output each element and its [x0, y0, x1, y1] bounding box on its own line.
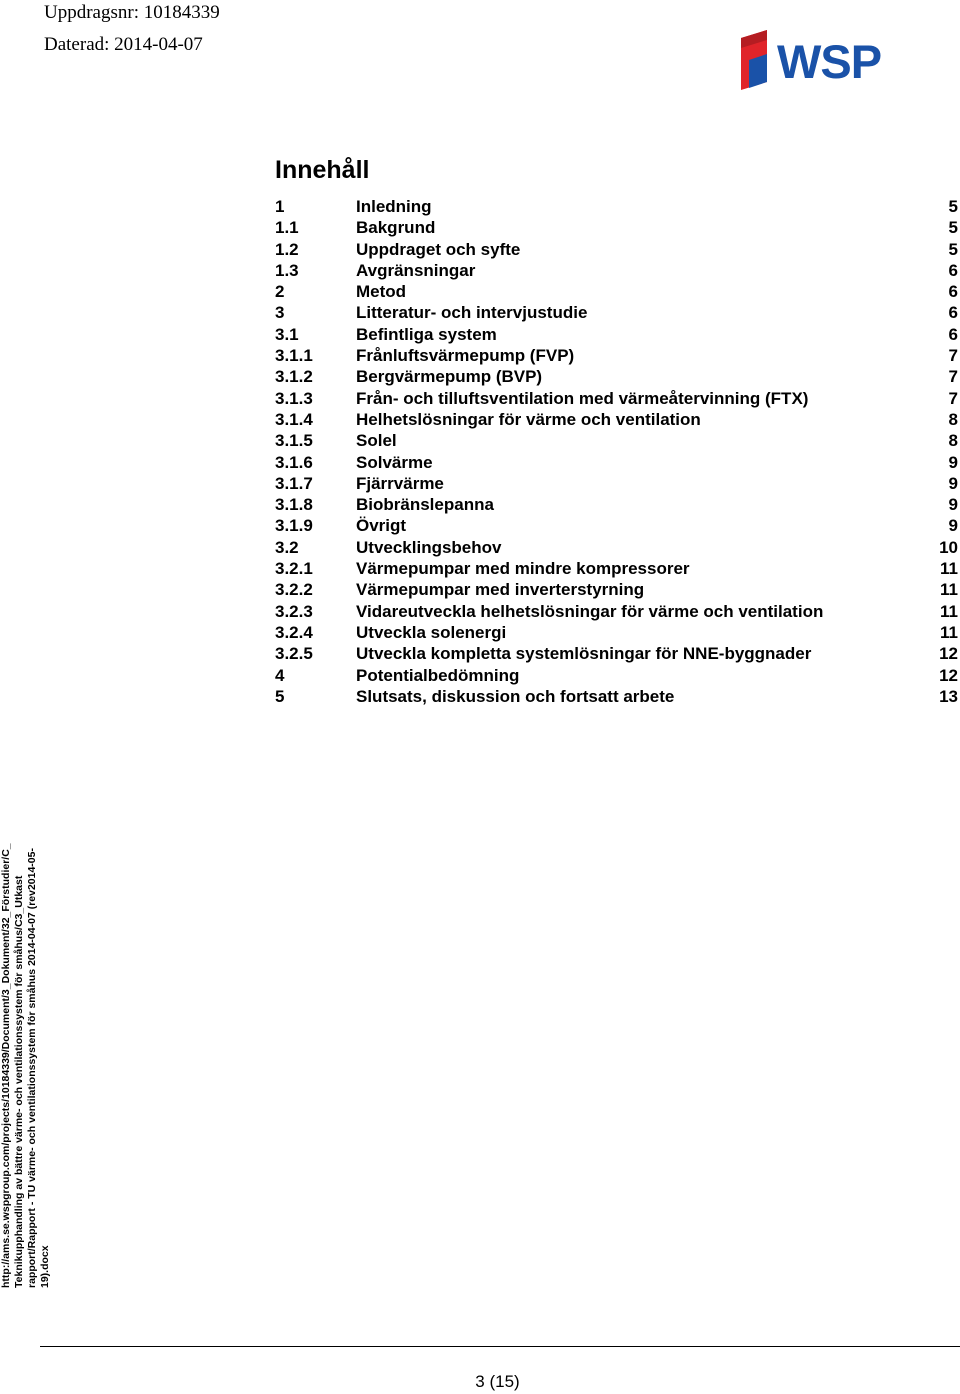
- toc-entry[interactable]: [275, 281, 958, 302]
- toc-entry-number: 3.2.2: [275, 580, 313, 600]
- toc-entry-title: Värmepumpar med mindre kompressorer: [356, 559, 690, 579]
- toc-entry-number: 3.1.2: [275, 367, 313, 387]
- toc-entry-page: 5: [948, 218, 958, 238]
- toc-entry-number: 3: [275, 303, 285, 323]
- toc-entry-number: 2: [275, 282, 285, 302]
- toc-entry[interactable]: [275, 324, 958, 345]
- file-path-line: Teknikupphandling av bättre värme- och ventilationssystem för småhus/C3_Utkast: [13, 875, 25, 1288]
- toc-entry[interactable]: [275, 430, 958, 451]
- toc-entry[interactable]: [275, 196, 958, 217]
- toc-entry-page: 8: [948, 431, 958, 451]
- toc-heading: Innehåll: [275, 156, 370, 184]
- toc-entry-title: Litteratur- och intervjustudie: [356, 303, 588, 323]
- toc-entry-page: 11: [940, 580, 958, 600]
- svg-text:WSP: WSP: [777, 35, 882, 88]
- toc-entry[interactable]: [275, 686, 958, 707]
- table-of-contents: [275, 196, 958, 707]
- toc-entry-title: Inledning: [356, 197, 432, 216]
- toc-entry-number: 1.3: [275, 260, 299, 280]
- toc-entry-title: Bergvärmepump (BVP): [356, 367, 543, 387]
- toc-entry-title: Helhetslösningar för värme och ventilation: [356, 409, 701, 429]
- toc-entry-number: 3.1.1: [275, 346, 313, 366]
- toc-entry-page: 6: [948, 303, 958, 323]
- toc-entry-title: Utveckla kompletta systemlösningar för NNE-byggnader: [356, 644, 812, 664]
- toc-entry-title: Avgränsningar: [356, 260, 476, 280]
- toc-entry-number: 3.1.9: [275, 516, 313, 536]
- toc-entry-title: Utvecklingsbehov: [356, 537, 502, 557]
- toc-entry-title: Solvärme: [356, 452, 433, 472]
- toc-entry-page: 10: [939, 537, 958, 557]
- toc-entry-title: Fjärrvärme: [356, 473, 444, 493]
- toc-entry-page: 9: [948, 452, 958, 472]
- toc-entry-page: 9: [948, 495, 958, 515]
- file-path-line: rapport/Rapport - TU värme- och ventilationssystem för småhus 2014-04-07 (rev2014-05-: [26, 848, 38, 1288]
- toc-entry[interactable]: [275, 665, 958, 686]
- toc-entry-title: Värmepumpar med inverterstyrning: [356, 580, 645, 600]
- toc-entry-title: Bakgrund: [356, 218, 436, 238]
- toc-entry-page: 9: [948, 473, 958, 493]
- toc-entry-number: 3.1.8: [275, 495, 313, 515]
- toc-entry-title: Metod: [356, 282, 407, 302]
- toc-entry[interactable]: [275, 302, 958, 323]
- toc-entry[interactable]: [275, 260, 958, 281]
- toc-entry-title: Utveckla solenergi: [356, 622, 507, 642]
- toc-entry-number: 3.2.4: [275, 622, 313, 642]
- toc-entry-number: 3.2.1: [275, 559, 313, 579]
- toc-entry-number: 3.1.5: [275, 431, 313, 451]
- toc-entry[interactable]: [275, 558, 958, 579]
- toc-entry-number: 3.1.7: [275, 473, 313, 493]
- toc-entry-page: 6: [948, 282, 958, 302]
- toc-entry-page: 12: [939, 665, 958, 685]
- toc-entry[interactable]: [275, 388, 958, 409]
- toc-entry[interactable]: [275, 622, 958, 643]
- date-line: Daterad: 2014-04-07: [44, 34, 203, 55]
- file-path-line: http://ams.se.wspgroup.com/projects/10184339/Document/3_Dokument/32_Förstudier/C_: [0, 843, 12, 1288]
- toc-entry[interactable]: [275, 537, 958, 558]
- toc-entry-page: 8: [948, 409, 958, 429]
- toc-entry-title: Slutsats, diskussion och fortsatt arbete: [356, 686, 675, 706]
- toc-entry[interactable]: [275, 345, 958, 366]
- toc-entry-title: Frånluftsvärmepump (FVP): [356, 346, 575, 366]
- toc-entry-page: 11: [940, 559, 958, 579]
- toc-entry-number: 3.1.4: [275, 409, 313, 429]
- toc-entry-number: 5: [275, 686, 285, 706]
- toc-entry-page: 6: [948, 260, 958, 280]
- toc-entry-page: 5: [948, 239, 958, 259]
- toc-entry-page: 9: [948, 516, 958, 536]
- toc-entry-number: 3.1: [275, 324, 299, 344]
- toc-entry-page: 6: [948, 324, 958, 344]
- page-number: 3 (15): [475, 1372, 520, 1391]
- toc-entry-title: Befintliga system: [356, 324, 497, 344]
- toc-entry[interactable]: [275, 643, 958, 664]
- toc-entry-title: Biobränslepanna: [356, 495, 494, 515]
- toc-entry-title: Solel: [356, 431, 397, 451]
- toc-entry-page: 11: [940, 622, 958, 642]
- toc-entry[interactable]: [275, 217, 958, 238]
- toc-entry-title: Vidareutveckla helhetslösningar för värme och ventilation: [356, 601, 824, 621]
- toc-entry-page: 11: [940, 601, 958, 621]
- toc-entry-number: 3.2: [275, 537, 299, 557]
- wsp-logo: [741, 30, 929, 90]
- toc-entry[interactable]: [275, 579, 958, 600]
- toc-entry[interactable]: [275, 409, 958, 430]
- toc-entry-number: 3.1.6: [275, 452, 313, 472]
- toc-entry[interactable]: [275, 473, 958, 494]
- toc-entry-number: 3.2.5: [275, 644, 313, 664]
- toc-entry-number: 4: [275, 665, 285, 685]
- footer-divider: [40, 1346, 960, 1347]
- assignment-number: Uppdragsnr: 10184339: [44, 2, 220, 23]
- toc-entry-title: Från- och tilluftsventilation med värmeåtervinning (FTX): [356, 388, 809, 408]
- toc-entry[interactable]: [275, 452, 958, 473]
- toc-entry-title: Uppdraget och syfte: [356, 239, 521, 259]
- toc-entry-page: 7: [948, 388, 958, 408]
- toc-entry-page: 13: [939, 686, 958, 706]
- file-path-line: 19).docx: [39, 1245, 51, 1288]
- toc-entry[interactable]: [275, 239, 958, 260]
- toc-entry-number: 1: [275, 197, 285, 216]
- toc-entry-title: Övrigt: [356, 516, 407, 536]
- toc-entry-number: 1.1: [275, 218, 299, 238]
- toc-entry[interactable]: [275, 366, 958, 387]
- toc-entry[interactable]: [275, 494, 958, 515]
- toc-entry-page: 7: [948, 346, 958, 366]
- toc-entry[interactable]: [275, 601, 958, 622]
- toc-entry-number: 1.2: [275, 239, 299, 259]
- toc-entry-title: Potentialbedömning: [356, 665, 520, 685]
- toc-entry[interactable]: [275, 515, 958, 536]
- side-file-path: [0, 828, 64, 1288]
- toc-entry-page: 12: [939, 644, 958, 664]
- toc-entry-number: 3.1.3: [275, 388, 313, 408]
- toc-entry-page: 5: [948, 197, 958, 216]
- toc-entry-number: 3.2.3: [275, 601, 313, 621]
- toc-entry-page: 7: [948, 367, 958, 387]
